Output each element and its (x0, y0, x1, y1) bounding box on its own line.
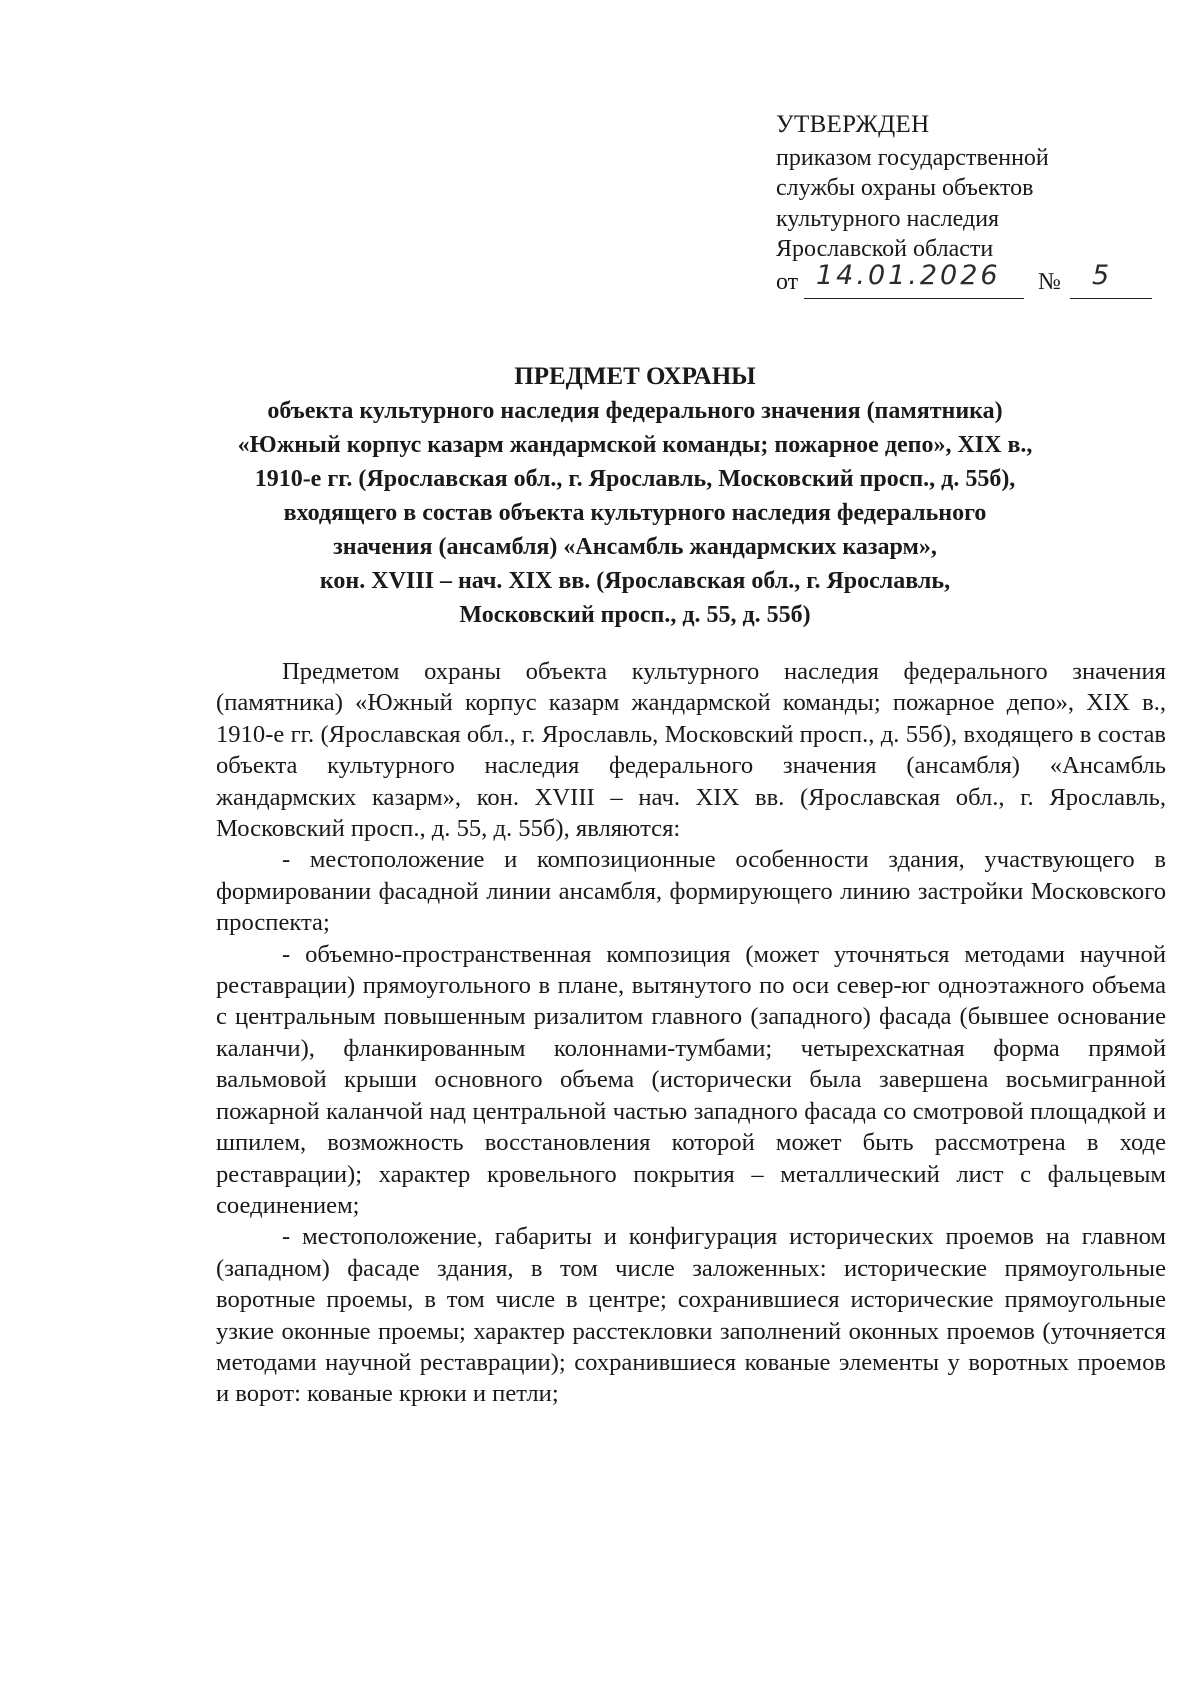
approval-line: приказом государственной (776, 144, 1049, 171)
approval-line: службы охраны объектов (776, 175, 1034, 201)
body-paragraph: - местоположение и композиционные особенности здания, участвующего в формировании фасадной линии ансамбля, формирующего линию застройки Московского проспекта; (216, 846, 1166, 937)
approval-line: культурного наследия (776, 205, 1000, 232)
handwritten-date: 14.01.2026 (816, 259, 1001, 291)
body-paragraph: - местоположение, габариты и конфигурация исторических проемов на главном (западном) фасаде здания, в том числе заложенных: исторические прямоугольные воротные проемы, в том числе в центре; сохранившиеся исторические прямоугольные узкие оконные проемы; характер расстекловки заполнений оконных проемов (уточняется методами научной реставрации); сохранившиеся кованые элементы у воротных проемов и ворот: кованые крюки и петли; (216, 1223, 1166, 1408)
number-label: № (1038, 268, 1061, 295)
approval-block (776, 110, 1156, 301)
heading-line: кон. XVIII – нач. XIX вв. (Ярославская обл., г. Ярославль, (319, 568, 951, 594)
approval-title: УТВЕРЖДЕН (776, 111, 930, 138)
heading-title: ПРЕДМЕТ ОХРАНЫ (514, 363, 756, 390)
date-underline (804, 298, 1024, 300)
body-paragraph: - объемно-пространственная композиция (может уточняться методами научной реставрации) прямоугольного в плане, вытянутого по оси север-юг одноэтажного объема с центральным повышенным ризалитом главного (западного) фасада (бывшее основание каланчи), фланкированным колоннами-тумбами; четырехскатная форма прямой вальмовой крыши основного объема (исторически была завершена восьмигранной пожарной каланчой над центральной частью западного фасада со смотровой площадкой и шпилем, возможность восстановления которой может быть рассмотрена в ходе реставрации); характер кровельного покрытия – металлический лист с фальцевым соединением; (216, 940, 1166, 1219)
heading-line: значения (ансамбля) «Ансамбль жандармских казарм», (333, 534, 937, 560)
approval-date-row (776, 259, 1156, 301)
approval-line: Ярославской области (776, 236, 994, 262)
number-underline (1070, 298, 1152, 300)
heading-line: Московский просп., д. 55, д. 55б) (459, 602, 811, 628)
document-body (216, 656, 1166, 1410)
heading-line: «Южный корпус казарм жандармской команды; пожарное депо», XIX в., (237, 432, 1033, 458)
date-prefix: от (776, 268, 799, 295)
handwritten-number: 5 (1092, 259, 1113, 291)
body-paragraph: Предметом охраны объекта культурного наследия федерального значения (памятника) «Южный корпус казарм жандармской команды; пожарное депо», XIX в., 1910-е гг. (Ярославская обл., г. Ярославль, Московский просп., д. 55б), входящего в состав объекта культурного наследия федерального значения (ансамбля) «Ансамбль жандармских казарм», кон. XVIII – нач. XIX вв. (Ярославская обл., г. Ярославль, Московский просп., д. 55, д. 55б), являются: (216, 658, 1166, 843)
document-heading (200, 360, 1070, 632)
heading-line: входящего в состав объекта культурного наследия федерального (283, 500, 987, 526)
heading-line: 1910-е гг. (Ярославская обл., г. Ярославль, Московский просп., д. 55б), (254, 466, 1016, 492)
heading-line: объекта культурного наследия федерального значения (памятника) (267, 398, 1003, 424)
